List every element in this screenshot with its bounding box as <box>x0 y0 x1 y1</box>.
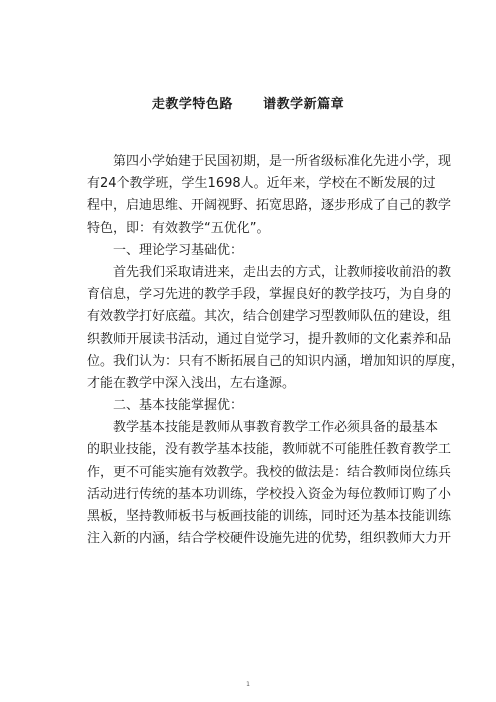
text-line: 程中，启迪思维、开阔视野、拓宽思路，逐步形成了自己的教学 <box>87 198 452 214</box>
text-line: 第四小学始建于民国初期，是一所省级标准化先进小学，现 <box>113 154 452 169</box>
section-heading: 一、理论学习基础优： <box>113 242 244 258</box>
text-line: 黑板，坚持教师板书与板画技能的训练，同时还为基本技能训练 <box>87 509 452 524</box>
document-title: 走教学特色路 谱教学新篇章 <box>151 97 345 112</box>
text-line: 教学基本技能是教师从事教育教学工作必须具备的最基本 <box>113 420 439 436</box>
text-line: 育信息，学习先进的教学手段，掌握良好的教学技巧，为自身的 <box>87 287 452 303</box>
text-line: 特色，即：有效教学“五优化”。 <box>87 220 270 236</box>
text-line: 活动进行传统的基本功训练，学校投入资金为每位教师订购了小 <box>87 486 452 502</box>
document-body <box>87 151 465 550</box>
text-line: 有24个教学班，学生1698人。近年来，学校在不断发展的过 <box>87 176 436 192</box>
text-line: 的职业技能，没有教学基本技能，教师就不可能胜任教育教学工 <box>87 442 452 458</box>
section-heading: 二、基本技能掌握优： <box>113 398 244 414</box>
text-line: 首先我们采取请进来，走出去的方式，让教师接收前沿的教 <box>113 264 452 280</box>
text-line: 位。我们认为：只有不断拓展自己的知识内涵，增加知识的厚度， <box>87 353 465 369</box>
text-line: 才能在教学中深入浅出，左右逢源。 <box>87 375 296 391</box>
page-number: 1 <box>246 681 250 688</box>
text-line: 织教师开展读书活动，通过自觉学习，提升教师的文化素养和品 <box>87 331 452 347</box>
text-line: 注入新的内涵，结合学校硬件设施先进的优势，组织教师大力开 <box>87 531 452 547</box>
text-line: 有效教学打好底蕴。其次，结合创建学习型教师队伍的建设，组 <box>87 309 452 325</box>
text-line: 作，更不可能实施有效教学。我校的做法是：结合教师岗位练兵 <box>87 464 452 480</box>
